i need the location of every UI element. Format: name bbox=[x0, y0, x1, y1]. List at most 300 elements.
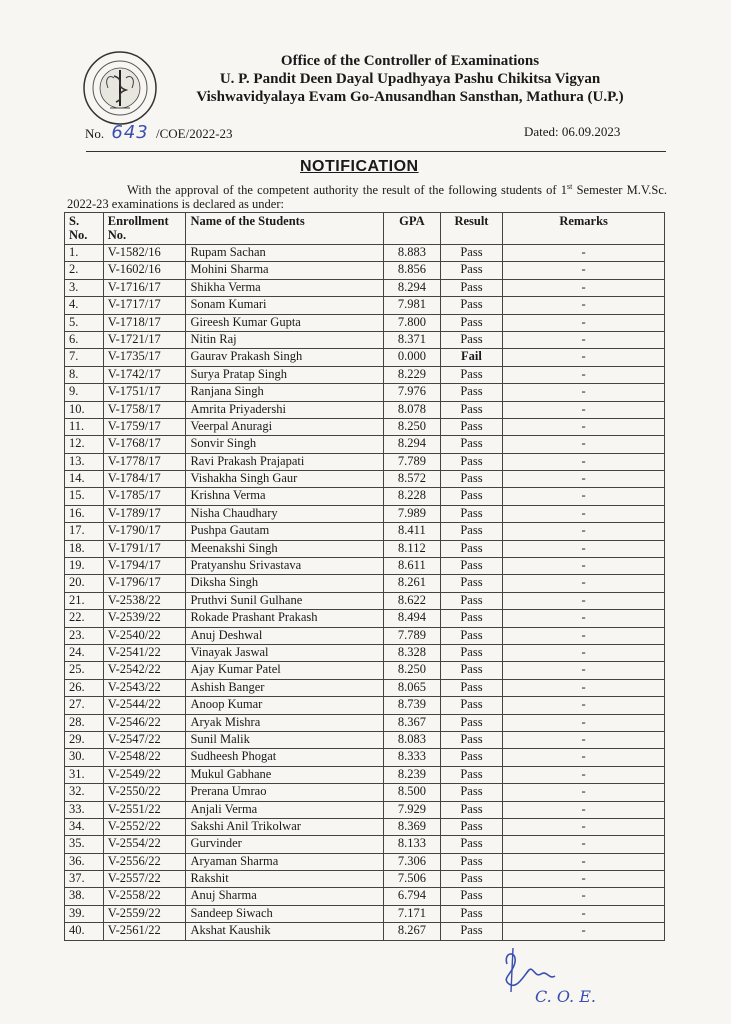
cell-sno: 3. bbox=[65, 279, 104, 296]
table-row bbox=[65, 279, 665, 296]
table-row bbox=[65, 245, 665, 262]
cell-remarks: - bbox=[503, 279, 665, 296]
intro-superscript: st bbox=[567, 182, 573, 191]
cell-result: Pass bbox=[440, 923, 503, 940]
table-row bbox=[65, 366, 665, 383]
cell-remarks: - bbox=[503, 540, 665, 557]
cell-sno: 1. bbox=[65, 245, 104, 262]
table-row bbox=[65, 592, 665, 609]
cell-sno: 16. bbox=[65, 505, 104, 522]
table-row bbox=[65, 401, 665, 418]
cell-enrollment: V-2540/22 bbox=[103, 627, 186, 644]
table-row bbox=[65, 349, 665, 366]
cell-enrollment: V-1717/17 bbox=[103, 297, 186, 314]
reference-handwritten-number: 643 bbox=[111, 122, 149, 143]
cell-enrollment: V-1790/17 bbox=[103, 523, 186, 540]
cell-enrollment: V-2542/22 bbox=[103, 662, 186, 679]
cell-student-name: Ravi Prakash Prajapati bbox=[186, 453, 384, 470]
cell-student-name: Surya Pratap Singh bbox=[186, 366, 384, 383]
cell-remarks: - bbox=[503, 523, 665, 540]
table-row bbox=[65, 818, 665, 835]
header-sno: S. No. bbox=[65, 213, 104, 245]
cell-sno: 4. bbox=[65, 297, 104, 314]
cell-result: Pass bbox=[440, 697, 503, 714]
cell-enrollment: V-1718/17 bbox=[103, 314, 186, 331]
cell-enrollment: V-1602/16 bbox=[103, 262, 186, 279]
cell-gpa: 0.000 bbox=[384, 349, 441, 366]
cell-sno: 36. bbox=[65, 853, 104, 870]
cell-student-name: Gireesh Kumar Gupta bbox=[186, 314, 384, 331]
cell-enrollment: V-1791/17 bbox=[103, 540, 186, 557]
table-row bbox=[65, 297, 665, 314]
cell-student-name: Anuj Sharma bbox=[186, 888, 384, 905]
cell-enrollment: V-1784/17 bbox=[103, 471, 186, 488]
cell-gpa: 8.572 bbox=[384, 471, 441, 488]
cell-enrollment: V-2543/22 bbox=[103, 679, 186, 696]
cell-result: Pass bbox=[440, 279, 503, 296]
cell-enrollment: V-2549/22 bbox=[103, 766, 186, 783]
cell-result: Pass bbox=[440, 766, 503, 783]
cell-gpa: 8.371 bbox=[384, 331, 441, 348]
university-name-line1: U. P. Pandit Deen Dayal Upadhyaya Pashu Chikitsa Vigyan bbox=[219, 71, 601, 87]
cell-remarks: - bbox=[503, 436, 665, 453]
cell-gpa: 8.294 bbox=[384, 436, 441, 453]
cell-remarks: - bbox=[503, 627, 665, 644]
cell-student-name: Vinayak Jaswal bbox=[186, 644, 384, 661]
cell-sno: 2. bbox=[65, 262, 104, 279]
cell-result: Pass bbox=[440, 853, 503, 870]
cell-result: Pass bbox=[440, 297, 503, 314]
office-title: Office of the Controller of Examinations bbox=[280, 53, 540, 69]
cell-enrollment: V-1794/17 bbox=[103, 558, 186, 575]
cell-gpa: 8.856 bbox=[384, 262, 441, 279]
cell-result: Pass bbox=[440, 331, 503, 348]
reference-number bbox=[85, 122, 233, 143]
cell-sno: 5. bbox=[65, 314, 104, 331]
cell-gpa: 8.261 bbox=[384, 575, 441, 592]
cell-gpa: 8.065 bbox=[384, 679, 441, 696]
cell-student-name: Krishna Verma bbox=[186, 488, 384, 505]
cell-student-name: Rokade Prashant Prakash bbox=[186, 610, 384, 627]
university-name-line2: Vishwavidyalaya Evam Go-Anusandhan Sansthan, Mathura (U.P.) bbox=[196, 89, 624, 105]
cell-student-name: Vishakha Singh Gaur bbox=[186, 471, 384, 488]
cell-enrollment: V-2548/22 bbox=[103, 749, 186, 766]
cell-gpa: 7.800 bbox=[384, 314, 441, 331]
header-gpa: GPA bbox=[384, 213, 441, 245]
cell-remarks: - bbox=[503, 418, 665, 435]
cell-gpa: 7.506 bbox=[384, 871, 441, 888]
intro-text-part2: Semester M.V.Sc. 2022-23 examinations is declared as under: bbox=[67, 183, 667, 212]
cell-sno: 20. bbox=[65, 575, 104, 592]
cell-student-name: Ajay Kumar Patel bbox=[186, 662, 384, 679]
cell-enrollment: V-2554/22 bbox=[103, 836, 186, 853]
cell-remarks: - bbox=[503, 592, 665, 609]
table-row bbox=[65, 384, 665, 401]
cell-sno: 13. bbox=[65, 453, 104, 470]
cell-result: Pass bbox=[440, 644, 503, 661]
cell-remarks: - bbox=[503, 575, 665, 592]
table-row bbox=[65, 836, 665, 853]
cell-gpa: 8.611 bbox=[384, 558, 441, 575]
cell-enrollment: V-2538/22 bbox=[103, 592, 186, 609]
cell-sno: 18. bbox=[65, 540, 104, 557]
cell-enrollment: V-1721/17 bbox=[103, 331, 186, 348]
cell-gpa: 7.171 bbox=[384, 905, 441, 922]
cell-student-name: Mukul Gabhane bbox=[186, 766, 384, 783]
cell-sno: 39. bbox=[65, 905, 104, 922]
cell-sno: 40. bbox=[65, 923, 104, 940]
cell-enrollment: V-1785/17 bbox=[103, 488, 186, 505]
cell-remarks: - bbox=[503, 349, 665, 366]
cell-remarks: - bbox=[503, 245, 665, 262]
cell-student-name: Pratyanshu Srivastava bbox=[186, 558, 384, 575]
document-header bbox=[150, 52, 670, 106]
cell-student-name: Meenakshi Singh bbox=[186, 540, 384, 557]
cell-student-name: Gurvinder bbox=[186, 836, 384, 853]
cell-student-name: Amrita Priyadershi bbox=[186, 401, 384, 418]
cell-sno: 24. bbox=[65, 644, 104, 661]
cell-remarks: - bbox=[503, 610, 665, 627]
cell-gpa: 8.133 bbox=[384, 836, 441, 853]
cell-result: Pass bbox=[440, 801, 503, 818]
cell-student-name: Gaurav Prakash Singh bbox=[186, 349, 384, 366]
cell-sno: 10. bbox=[65, 401, 104, 418]
table-row bbox=[65, 644, 665, 661]
cell-enrollment: V-1742/17 bbox=[103, 366, 186, 383]
reference-suffix: /COE/2022-23 bbox=[156, 126, 233, 141]
table-body bbox=[65, 245, 665, 941]
cell-result: Pass bbox=[440, 627, 503, 644]
cell-result: Pass bbox=[440, 505, 503, 522]
table-row bbox=[65, 662, 665, 679]
cell-remarks: - bbox=[503, 714, 665, 731]
table-row bbox=[65, 453, 665, 470]
signature-text: C. O. E. bbox=[535, 987, 596, 1006]
cell-result: Pass bbox=[440, 245, 503, 262]
cell-student-name: Sunil Malik bbox=[186, 731, 384, 748]
cell-remarks: - bbox=[503, 853, 665, 870]
cell-gpa: 8.367 bbox=[384, 714, 441, 731]
cell-remarks: - bbox=[503, 905, 665, 922]
cell-sno: 37. bbox=[65, 871, 104, 888]
table-row bbox=[65, 731, 665, 748]
cell-result: Pass bbox=[440, 871, 503, 888]
cell-result: Pass bbox=[440, 714, 503, 731]
cell-result: Pass bbox=[440, 384, 503, 401]
cell-student-name: Sakshi Anil Trikolwar bbox=[186, 818, 384, 835]
cell-student-name: Ashish Banger bbox=[186, 679, 384, 696]
table-row bbox=[65, 905, 665, 922]
cell-gpa: 8.250 bbox=[384, 418, 441, 435]
cell-enrollment: V-1735/17 bbox=[103, 349, 186, 366]
cell-remarks: - bbox=[503, 505, 665, 522]
cell-enrollment: V-1768/17 bbox=[103, 436, 186, 453]
table-row bbox=[65, 784, 665, 801]
cell-remarks: - bbox=[503, 401, 665, 418]
cell-enrollment: V-2558/22 bbox=[103, 888, 186, 905]
cell-result: Pass bbox=[440, 818, 503, 835]
cell-gpa: 8.228 bbox=[384, 488, 441, 505]
cell-gpa: 7.976 bbox=[384, 384, 441, 401]
cell-enrollment: V-1789/17 bbox=[103, 505, 186, 522]
cell-sno: 6. bbox=[65, 331, 104, 348]
table-row bbox=[65, 853, 665, 870]
cell-student-name: Anoop Kumar bbox=[186, 697, 384, 714]
cell-student-name: Diksha Singh bbox=[186, 575, 384, 592]
cell-enrollment: V-1759/17 bbox=[103, 418, 186, 435]
cell-sno: 27. bbox=[65, 697, 104, 714]
cell-student-name: Sonvir Singh bbox=[186, 436, 384, 453]
cell-gpa: 8.369 bbox=[384, 818, 441, 835]
cell-enrollment: V-2552/22 bbox=[103, 818, 186, 835]
cell-enrollment: V-2544/22 bbox=[103, 697, 186, 714]
cell-remarks: - bbox=[503, 888, 665, 905]
table-row bbox=[65, 523, 665, 540]
table-row bbox=[65, 766, 665, 783]
table-row bbox=[65, 627, 665, 644]
cell-sno: 9. bbox=[65, 384, 104, 401]
cell-gpa: 8.622 bbox=[384, 592, 441, 609]
cell-sno: 38. bbox=[65, 888, 104, 905]
cell-result: Pass bbox=[440, 731, 503, 748]
cell-student-name: Veerpal Anuragi bbox=[186, 418, 384, 435]
cell-student-name: Sandeep Siwach bbox=[186, 905, 384, 922]
cell-gpa: 7.989 bbox=[384, 505, 441, 522]
intro-text-part1: With the approval of the competent authority the result of the following students of 1 bbox=[127, 183, 568, 198]
cell-gpa: 8.328 bbox=[384, 644, 441, 661]
cell-sno: 32. bbox=[65, 784, 104, 801]
table-row bbox=[65, 749, 665, 766]
cell-sno: 34. bbox=[65, 818, 104, 835]
cell-remarks: - bbox=[503, 818, 665, 835]
cell-remarks: - bbox=[503, 366, 665, 383]
cell-remarks: - bbox=[503, 923, 665, 940]
cell-sno: 31. bbox=[65, 766, 104, 783]
cell-enrollment: V-1758/17 bbox=[103, 401, 186, 418]
table-row bbox=[65, 871, 665, 888]
cell-result: Pass bbox=[440, 436, 503, 453]
table-row bbox=[65, 471, 665, 488]
header-remarks: Remarks bbox=[503, 213, 665, 245]
cell-student-name: Rakshit bbox=[186, 871, 384, 888]
cell-gpa: 8.078 bbox=[384, 401, 441, 418]
cell-student-name: Nisha Chaudhary bbox=[186, 505, 384, 522]
cell-enrollment: V-2551/22 bbox=[103, 801, 186, 818]
cell-gpa: 7.306 bbox=[384, 853, 441, 870]
cell-remarks: - bbox=[503, 662, 665, 679]
cell-enrollment: V-2550/22 bbox=[103, 784, 186, 801]
cell-enrollment: V-1778/17 bbox=[103, 453, 186, 470]
cell-gpa: 8.229 bbox=[384, 366, 441, 383]
cell-student-name: Pushpa Gautam bbox=[186, 523, 384, 540]
cell-sno: 25. bbox=[65, 662, 104, 679]
cell-sno: 35. bbox=[65, 836, 104, 853]
table-row bbox=[65, 436, 665, 453]
cell-sno: 11. bbox=[65, 418, 104, 435]
cell-gpa: 6.794 bbox=[384, 888, 441, 905]
table-row bbox=[65, 314, 665, 331]
header-result: Result bbox=[440, 213, 503, 245]
cell-sno: 33. bbox=[65, 801, 104, 818]
cell-result: Pass bbox=[440, 366, 503, 383]
cell-sno: 28. bbox=[65, 714, 104, 731]
table-header-row bbox=[65, 213, 665, 245]
cell-remarks: - bbox=[503, 644, 665, 661]
table-row bbox=[65, 505, 665, 522]
cell-sno: 21. bbox=[65, 592, 104, 609]
cell-result: Pass bbox=[440, 314, 503, 331]
cell-sno: 22. bbox=[65, 610, 104, 627]
table-row bbox=[65, 558, 665, 575]
cell-remarks: - bbox=[503, 697, 665, 714]
issue-date: Dated: 06.09.2023 bbox=[524, 124, 621, 139]
cell-remarks: - bbox=[503, 749, 665, 766]
cell-student-name: Pruthvi Sunil Gulhane bbox=[186, 592, 384, 609]
cell-remarks: - bbox=[503, 488, 665, 505]
cell-remarks: - bbox=[503, 784, 665, 801]
cell-result: Pass bbox=[440, 662, 503, 679]
cell-remarks: - bbox=[503, 262, 665, 279]
cell-enrollment: V-2559/22 bbox=[103, 905, 186, 922]
table-row bbox=[65, 331, 665, 348]
cell-result: Pass bbox=[440, 592, 503, 609]
results-table bbox=[64, 212, 665, 941]
cell-remarks: - bbox=[503, 679, 665, 696]
cell-result: Pass bbox=[440, 488, 503, 505]
header-enrollment: Enrollment No. bbox=[103, 213, 186, 245]
cell-sno: 8. bbox=[65, 366, 104, 383]
cell-sno: 12. bbox=[65, 436, 104, 453]
cell-enrollment: V-1751/17 bbox=[103, 384, 186, 401]
cell-gpa: 7.929 bbox=[384, 801, 441, 818]
cell-sno: 15. bbox=[65, 488, 104, 505]
cell-result: Pass bbox=[440, 401, 503, 418]
cell-result: Pass bbox=[440, 540, 503, 557]
notification-title: NOTIFICATION bbox=[300, 158, 419, 175]
header-name: Name of the Students bbox=[186, 213, 384, 245]
cell-gpa: 8.267 bbox=[384, 923, 441, 940]
cell-result: Pass bbox=[440, 453, 503, 470]
cell-gpa: 8.411 bbox=[384, 523, 441, 540]
cell-student-name: Anjali Verma bbox=[186, 801, 384, 818]
cell-enrollment: V-2541/22 bbox=[103, 644, 186, 661]
table-row bbox=[65, 418, 665, 435]
cell-result: Pass bbox=[440, 575, 503, 592]
cell-student-name: Sudheesh Phogat bbox=[186, 749, 384, 766]
table-row bbox=[65, 262, 665, 279]
cell-remarks: - bbox=[503, 731, 665, 748]
cell-result: Pass bbox=[440, 418, 503, 435]
table-row bbox=[65, 801, 665, 818]
cell-sno: 29. bbox=[65, 731, 104, 748]
cell-remarks: - bbox=[503, 331, 665, 348]
cell-student-name: Aryaman Sharma bbox=[186, 853, 384, 870]
cell-sno: 26. bbox=[65, 679, 104, 696]
table-row bbox=[65, 488, 665, 505]
cell-gpa: 8.333 bbox=[384, 749, 441, 766]
cell-gpa: 8.250 bbox=[384, 662, 441, 679]
cell-student-name: Aryak Mishra bbox=[186, 714, 384, 731]
cell-result: Pass bbox=[440, 888, 503, 905]
cell-student-name: Ranjana Singh bbox=[186, 384, 384, 401]
cell-enrollment: V-2539/22 bbox=[103, 610, 186, 627]
cell-result: Fail bbox=[440, 349, 503, 366]
cell-remarks: - bbox=[503, 314, 665, 331]
table-row bbox=[65, 697, 665, 714]
table-row bbox=[65, 923, 665, 940]
reference-prefix: No. bbox=[85, 126, 105, 141]
controller-signature bbox=[495, 944, 615, 1014]
cell-enrollment: V-2556/22 bbox=[103, 853, 186, 870]
cell-enrollment: V-1796/17 bbox=[103, 575, 186, 592]
cell-gpa: 8.239 bbox=[384, 766, 441, 783]
cell-remarks: - bbox=[503, 384, 665, 401]
cell-student-name: Anuj Deshwal bbox=[186, 627, 384, 644]
cell-result: Pass bbox=[440, 262, 503, 279]
cell-enrollment: V-2547/22 bbox=[103, 731, 186, 748]
cell-gpa: 8.500 bbox=[384, 784, 441, 801]
cell-result: Pass bbox=[440, 471, 503, 488]
cell-enrollment: V-1582/16 bbox=[103, 245, 186, 262]
cell-student-name: Akshat Kaushik bbox=[186, 923, 384, 940]
cell-remarks: - bbox=[503, 453, 665, 470]
cell-gpa: 7.789 bbox=[384, 453, 441, 470]
cell-gpa: 8.883 bbox=[384, 245, 441, 262]
cell-gpa: 8.494 bbox=[384, 610, 441, 627]
table-row bbox=[65, 540, 665, 557]
cell-remarks: - bbox=[503, 471, 665, 488]
table-row bbox=[65, 679, 665, 696]
table-row bbox=[65, 575, 665, 592]
cell-sno: 17. bbox=[65, 523, 104, 540]
cell-result: Pass bbox=[440, 836, 503, 853]
cell-sno: 30. bbox=[65, 749, 104, 766]
cell-result: Pass bbox=[440, 610, 503, 627]
cell-result: Pass bbox=[440, 523, 503, 540]
cell-student-name: Mohini Sharma bbox=[186, 262, 384, 279]
cell-student-name: Prerana Umrao bbox=[186, 784, 384, 801]
cell-student-name: Shikha Verma bbox=[186, 279, 384, 296]
cell-remarks: - bbox=[503, 558, 665, 575]
table-row bbox=[65, 610, 665, 627]
cell-remarks: - bbox=[503, 766, 665, 783]
cell-gpa: 8.083 bbox=[384, 731, 441, 748]
cell-sno: 19. bbox=[65, 558, 104, 575]
cell-result: Pass bbox=[440, 784, 503, 801]
cell-result: Pass bbox=[440, 749, 503, 766]
cell-enrollment: V-2557/22 bbox=[103, 871, 186, 888]
cell-student-name: Nitin Raj bbox=[186, 331, 384, 348]
cell-gpa: 8.739 bbox=[384, 697, 441, 714]
cell-result: Pass bbox=[440, 905, 503, 922]
cell-remarks: - bbox=[503, 297, 665, 314]
cell-sno: 23. bbox=[65, 627, 104, 644]
cell-gpa: 8.294 bbox=[384, 279, 441, 296]
cell-enrollment: V-1716/17 bbox=[103, 279, 186, 296]
cell-gpa: 8.112 bbox=[384, 540, 441, 557]
cell-sno: 14. bbox=[65, 471, 104, 488]
header-divider bbox=[86, 151, 666, 152]
table-row bbox=[65, 714, 665, 731]
cell-remarks: - bbox=[503, 871, 665, 888]
cell-student-name: Sonam Kumari bbox=[186, 297, 384, 314]
cell-sno: 7. bbox=[65, 349, 104, 366]
university-seal-logo bbox=[80, 48, 160, 128]
cell-remarks: - bbox=[503, 836, 665, 853]
cell-gpa: 7.789 bbox=[384, 627, 441, 644]
cell-gpa: 7.981 bbox=[384, 297, 441, 314]
cell-result: Pass bbox=[440, 558, 503, 575]
